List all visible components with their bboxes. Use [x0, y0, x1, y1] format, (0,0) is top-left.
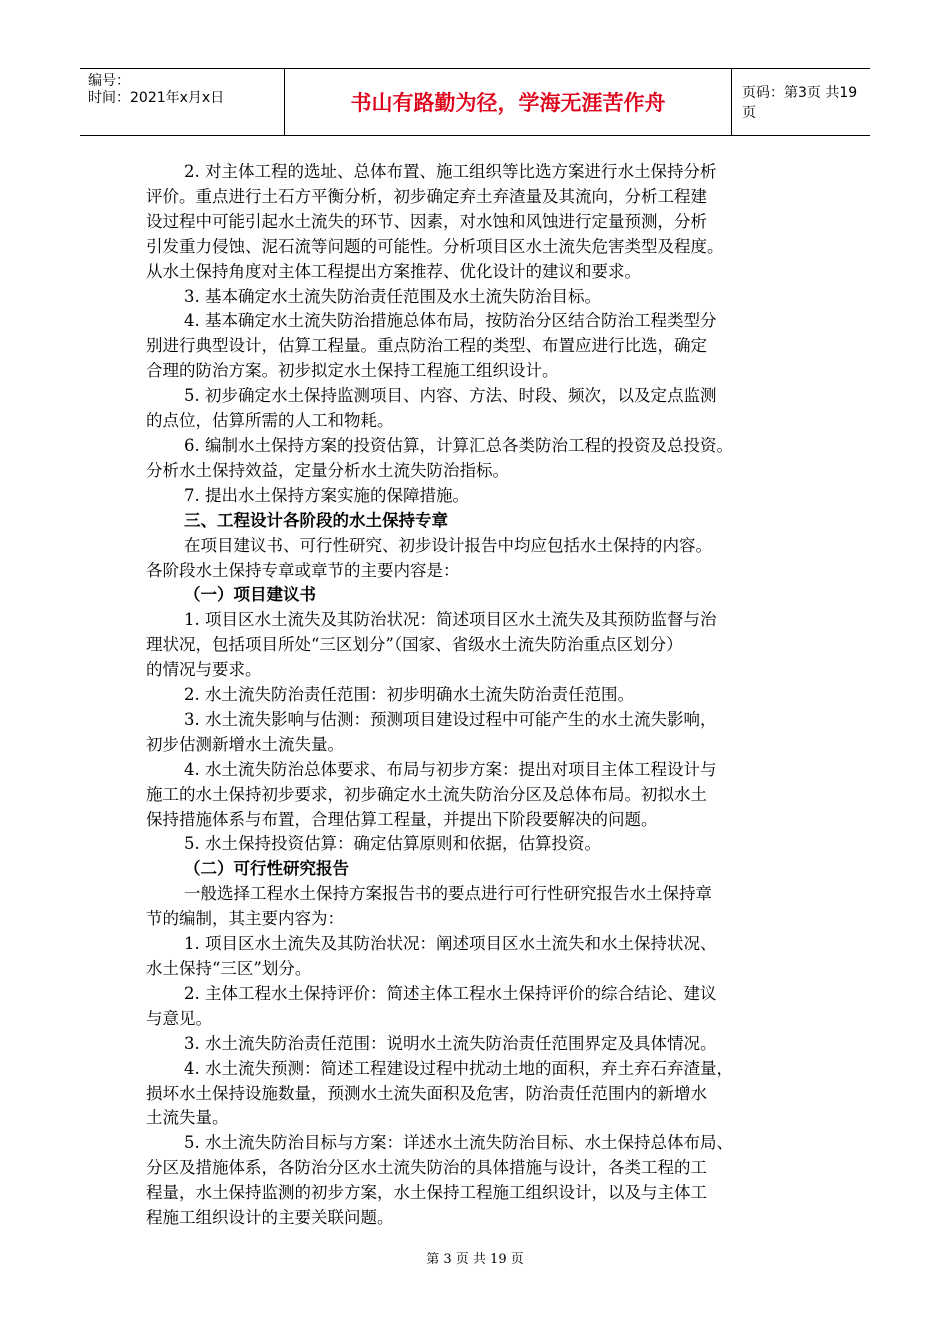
text-line: 损坏水土保持设施数量，预测水土流失面积及危害，防治责任范围内的新增水: [146, 1083, 707, 1103]
text-line: 2. 对主体工程的选址、总体布置、施工组织等比选方案进行水土保持分析: [184, 162, 717, 181]
text-line: 理状况，包括项目所处“三区划分”（国家、省级水土流失防治重点区划分）: [146, 635, 683, 655]
text-line: 节的编制，其主要内容为：: [146, 909, 344, 929]
text-line: 程量，水土保持监测的初步方案，水土保持工程施工组织设计，以及与主体工: [146, 1183, 707, 1203]
header-page-info: 页码：第3页 共19页: [742, 85, 858, 121]
text-line: 程施工组织设计的主要关联问题。: [146, 1208, 394, 1228]
text-line: 5. 初步确定水土保持监测项目、内容、方法、时段、频次，以及定点监测: [184, 386, 717, 406]
text-line: 2. 主体工程水土保持评价：简述主体工程水土保持评价的综合结论、建议: [184, 983, 717, 1003]
text-line: 在项目建议书、可行性研究、初步设计报告中均应包括水土保持的内容。: [184, 535, 712, 555]
section-heading: 三、工程设计各阶段的水土保持专章: [184, 510, 448, 530]
text-line: 5. 水土保持投资估算：确定估算原则和依据，估算投资。: [184, 834, 601, 854]
text-line: 与意见。: [146, 1008, 212, 1028]
text-line: 合理的防治方案。初步拟定水土保持工程施工组织设计。: [146, 361, 559, 381]
text-line: 2. 水土流失防治责任范围：初步明确水土流失防治责任范围。: [184, 685, 634, 705]
text-line: 7. 提出水土保持方案实施的保障措施。: [184, 485, 469, 505]
text-line: 3. 水土流失防治责任范围：说明水土流失防治责任范围界定及具体情况。: [184, 1033, 717, 1053]
text-line: 分析水土保持效益，定量分析水土流失防治指标。: [146, 460, 509, 480]
header-motto: 书山有路勤为径，学海无涯苦作舟: [284, 69, 732, 135]
section-heading: （一）项目建议书: [184, 585, 316, 605]
text-line: 3. 水土流失影响与估测：预测项目建设过程中可能产生的水土流失影响，: [184, 709, 717, 729]
text-line: 4. 基本确定水土流失防治措施总体布局，按防治分区结合防治工程类型分: [184, 311, 717, 331]
text-line: 6. 编制水土保持方案的投资估算，计算汇总各类防治工程的投资及总投资。: [184, 435, 733, 455]
section-heading: （二）可行性研究报告: [184, 859, 349, 879]
text-line: 保持措施体系与布置，合理估算工程量，并提出下阶段要解决的问题。: [146, 809, 658, 829]
page-header: [80, 68, 870, 136]
doc-time-label: 时间：2021年x月x日: [88, 90, 225, 106]
document-body: [146, 160, 810, 1231]
text-line: 设过程中可能引起水土流失的环节、因素，对水蚀和风蚀进行定量预测，分析: [146, 211, 707, 231]
text-line: 别进行典型设计，估算工程量。重点防治工程的类型、布置应进行比选，确定: [146, 336, 707, 356]
text-line: 1. 项目区水土流失及其防治状况：简述项目区水土流失及其预防监督与治: [184, 610, 717, 630]
text-line: 从水土保持角度对主体工程提出方案推荐、优化设计的建议和要求。: [146, 261, 641, 281]
text-line: 施工的水土保持初步要求，初步确定水土流失防治分区及总体布局。初拟水土: [146, 784, 707, 804]
text-line: 4. 水土流失防治总体要求、布局与初步方案：提出对项目主体工程设计与: [184, 759, 717, 779]
text-line: 初步估测新增水土流失量。: [146, 734, 344, 754]
text-line: 引发重力侵蚀、泥石流等问题的可能性。分析项目区水土流失危害类型及程度。: [146, 236, 724, 256]
text-line: 分区及措施体系，各防治分区水土流失防治的具体措施与设计，各类工程的工: [146, 1158, 707, 1178]
text-line: 1. 项目区水土流失及其防治状况：阐述项目区水土流失和水土保持状况、: [184, 934, 717, 954]
text-line: 3. 基本确定水土流失防治责任范围及水土流失防治目标。: [184, 286, 601, 306]
text-line: 一般选择工程水土保持方案报告书的要点进行可行性研究报告水土保持章: [184, 884, 712, 904]
header-meta: [80, 69, 284, 135]
text-line: 土流失量。: [146, 1108, 229, 1128]
text-line: 水土保持“三区”划分。: [146, 959, 312, 978]
text-line: 的情况与要求。: [146, 660, 262, 680]
text-line: 评价。重点进行土石方平衡分析，初步确定弃土弃渣量及其流向，分析工程建: [146, 186, 707, 206]
text-line: 4. 水土流失预测：简述工程建设过程中扰动土地的面积，弃土弃石弃渣量，: [184, 1058, 733, 1078]
page-footer: 第 3 页 共 19 页: [426, 1252, 524, 1267]
text-line: 的点位，估算所需的人工和物耗。: [146, 411, 394, 431]
text-line: 各阶段水土保持专章或章节的主要内容是：: [146, 560, 460, 580]
doc-code-label: 编号：: [88, 73, 130, 89]
text-line: 5. 水土流失防治目标与方案：详述水土流失防治目标、水土保持总体布局、: [184, 1133, 733, 1153]
